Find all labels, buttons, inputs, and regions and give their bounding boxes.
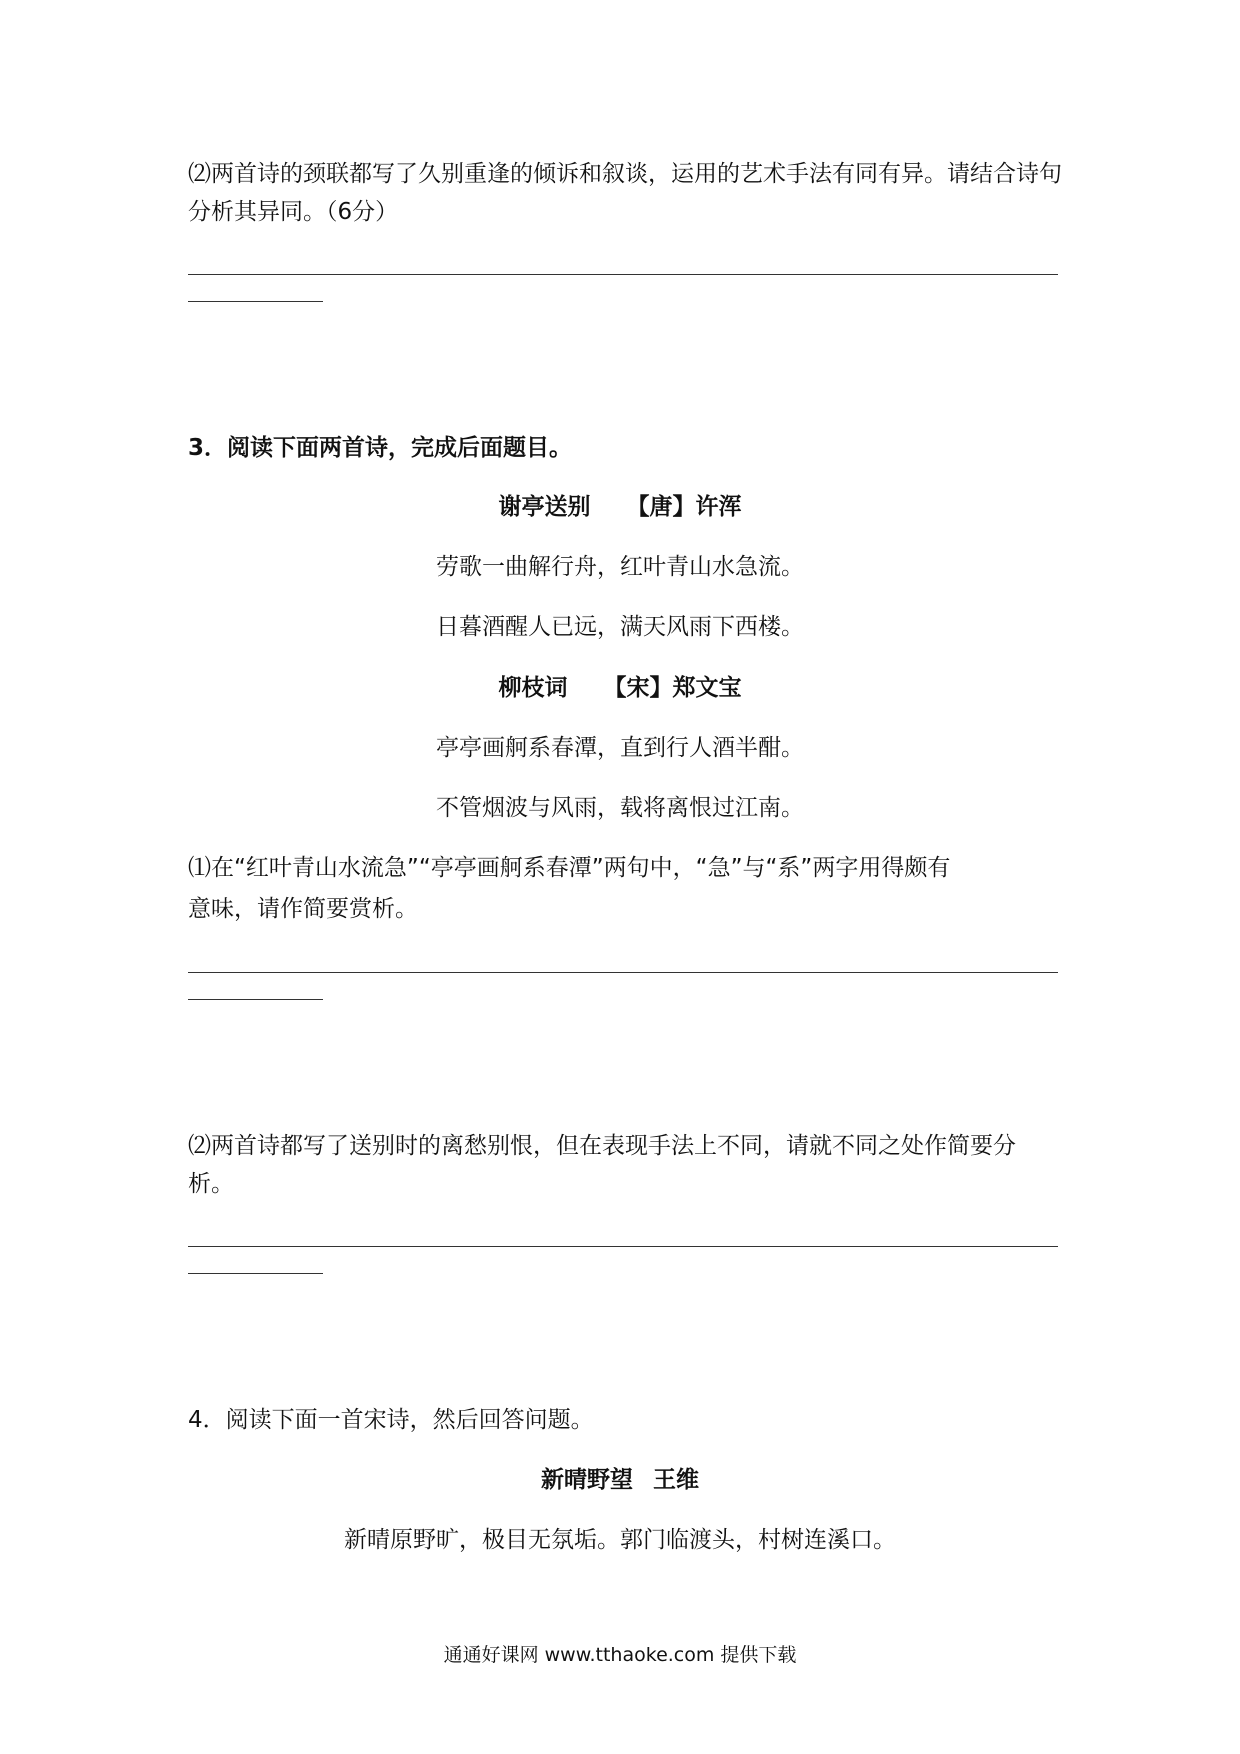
answer-line <box>188 1246 1058 1247</box>
poem2-author: 【宋】郑文宝 <box>603 675 742 701</box>
answer-line <box>188 972 1058 973</box>
poem2-line2: 不管烟波与风雨，载将离恨过江南。 <box>436 795 804 821</box>
poem1-header <box>0 492 1240 522</box>
poem2-title: 柳枝词 <box>498 675 568 701</box>
q4-poem-title: 新晴野望 <box>541 1467 633 1493</box>
q3-sub1-line2: 意味，请作简要赏析。 <box>188 896 418 922</box>
q2-part2-line1: ⑵两首诗的颈联都写了久别重逢的倾诉和叙谈，运用的艺术手法有同有异。请结合诗句 <box>188 161 1062 187</box>
poem1-author: 【唐】许浑 <box>626 494 742 520</box>
q4-poem-header <box>0 1465 1240 1495</box>
answer-line <box>188 274 1058 275</box>
answer-line-short <box>188 301 323 302</box>
footer-text: 通通好课网 www.tthaoke.com 提供下载 <box>443 1644 797 1666</box>
answer-line-short <box>188 1273 323 1274</box>
poem1-title: 谢亭送别 <box>498 494 591 520</box>
q2-part2-line2: 分析其异同。（6分） <box>188 199 399 225</box>
q4-heading: 4．阅读下面一首宋诗，然后回答问题。 <box>188 1407 594 1433</box>
poem1-line2: 日暮酒醒人已远，满天风雨下西楼。 <box>436 614 804 640</box>
q3-sub1-line1: ⑴在“红叶青山水流急”“亭亭画舸系春潭”两句中，“急”与“系”两字用得颇有 <box>188 855 951 881</box>
q4-poem-author: 王维 <box>653 1467 699 1493</box>
q4-poem-line1: 新晴原野旷，极目无氛垢。郭门临渡头，村树连溪口。 <box>344 1527 896 1553</box>
poem2-header <box>0 673 1240 703</box>
answer-line-short <box>188 999 323 1000</box>
q3-heading: 3．阅读下面两首诗，完成后面题目。 <box>188 435 573 461</box>
poem2-line1: 亭亭画舸系春潭，直到行人酒半酣。 <box>436 735 804 761</box>
q3-sub2-line1: ⑵两首诗都写了送别时的离愁别恨，但在表现手法上不同，请就不同之处作简要分 <box>188 1133 1016 1159</box>
poem1-line1: 劳歌一曲解行舟，红叶青山水急流。 <box>436 554 804 580</box>
q3-sub2-line2: 析。 <box>188 1171 234 1197</box>
